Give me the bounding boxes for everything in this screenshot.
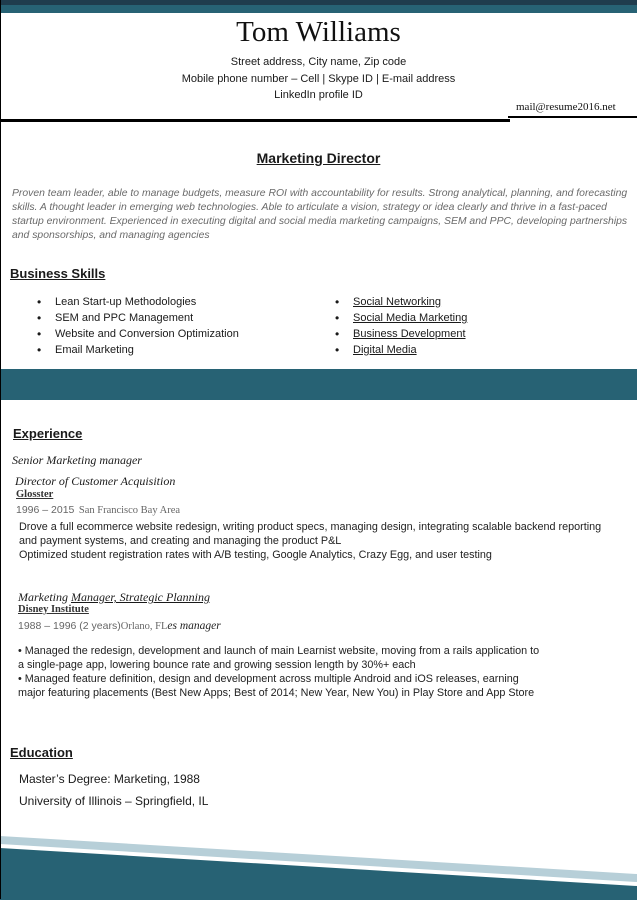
business-skills-heading: Business Skills [10,266,106,281]
address-line: Street address, City name, Zip code [230,56,407,68]
linkedin-line: LinkedIn profile ID [274,89,363,101]
job2-title-a: Marketing [18,590,71,604]
job2-title-b[interactable]: Manager, Strategic Planning [71,590,210,604]
skill-item-wrap [335,326,467,342]
education-degree: Master’s Degree: Marketing, 1988 [19,772,200,786]
skill-link[interactable]: Social Media Marketing [353,312,468,324]
skill-item: • Website and Conversion Optimization [37,326,239,342]
job1-line: Drove a full ecommerce website redesign, writing product specs, managing design, integrating scalable backend reporting [19,521,602,533]
job2-dates-row [18,616,221,634]
job1-line: and payment systems, and creating and managing the product P&L [19,535,342,547]
job2-title [18,590,210,605]
top-dark-band [0,0,637,5]
skill-item-wrap [335,294,467,310]
job2-line: a single-page app, lowering bounce rate and growing session length by 30%+ each [18,659,416,671]
skill-link[interactable]: Digital Media [353,344,417,356]
bottom-accent-band [0,830,637,900]
job1-dates: 1996 – 2015 [16,504,75,516]
job1-line: Optimized student registration rates with A/B testing, Google Analytics, Crazy Egg, and user testing [19,549,492,561]
job2-tail: es manager [167,620,221,632]
job2-location: Orlano, FL [120,621,168,632]
job-title-heading: Marketing Director [256,150,381,166]
skill-item: • SEM and PPC Management [37,310,239,326]
job1-subtitle: Director of Customer Acquisition [15,474,176,488]
job1-location: San Francisco Bay Area [78,505,181,516]
job1-dates-row [16,500,180,518]
skill-item-wrap [335,342,467,358]
experience-heading: Experience [13,426,83,441]
middle-accent-band [0,369,637,400]
job2-company[interactable]: Disney Institute [18,604,89,615]
job1-company[interactable]: Glosster [16,489,54,500]
skill-item: • Email Marketing [37,342,239,358]
education-heading: Education [10,745,73,760]
skill-item: • Lean Start-up Methodologies [37,294,239,310]
summary-paragraph: Proven team leader, able to manage budgets, measure ROI with accountability for results. Strong analytical, planning, and forecasting skills. A thought leader in emerging web technologies. Able to articulate a vision, strategy or idea clearly and thrive in a fast-paced startup environment. Experienced in executing digital and social media marketing campaigns, SEM and PPC, developing partnerships and sponsorships, and managing agencies [12,188,628,241]
job2-line: • Managed the redesign, development and launch of main Learnist website, moving from a rails application to [18,645,540,657]
skill-item-wrap [335,310,467,326]
skills-list-right [335,294,467,358]
contact-line: Mobile phone number – Cell | Skype ID | E-mail address [181,73,456,85]
job2-line: • Managed feature definition, design and development across multiple Android and iOS releases, earning [18,673,519,685]
job2-line: major featuring placements (Best New Apps; Best of 2014; New Year, New You) in Play Store and App Store [18,687,535,699]
header-divider [0,119,510,122]
header-divider-right [508,116,637,118]
job1-title: Senior Marketing manager [12,453,142,467]
skill-link[interactable]: Social Networking [353,296,442,308]
education-school: University of Illinois – Springfield, IL [19,794,209,808]
skills-list-left [37,294,239,358]
job2-dates: 1988 – 1996 (2 years) [18,620,121,632]
resume-name: Tom Williams [236,16,401,48]
watermark-email: mail@resume2016.net [516,101,616,113]
skill-link[interactable]: Business Development [353,328,466,340]
